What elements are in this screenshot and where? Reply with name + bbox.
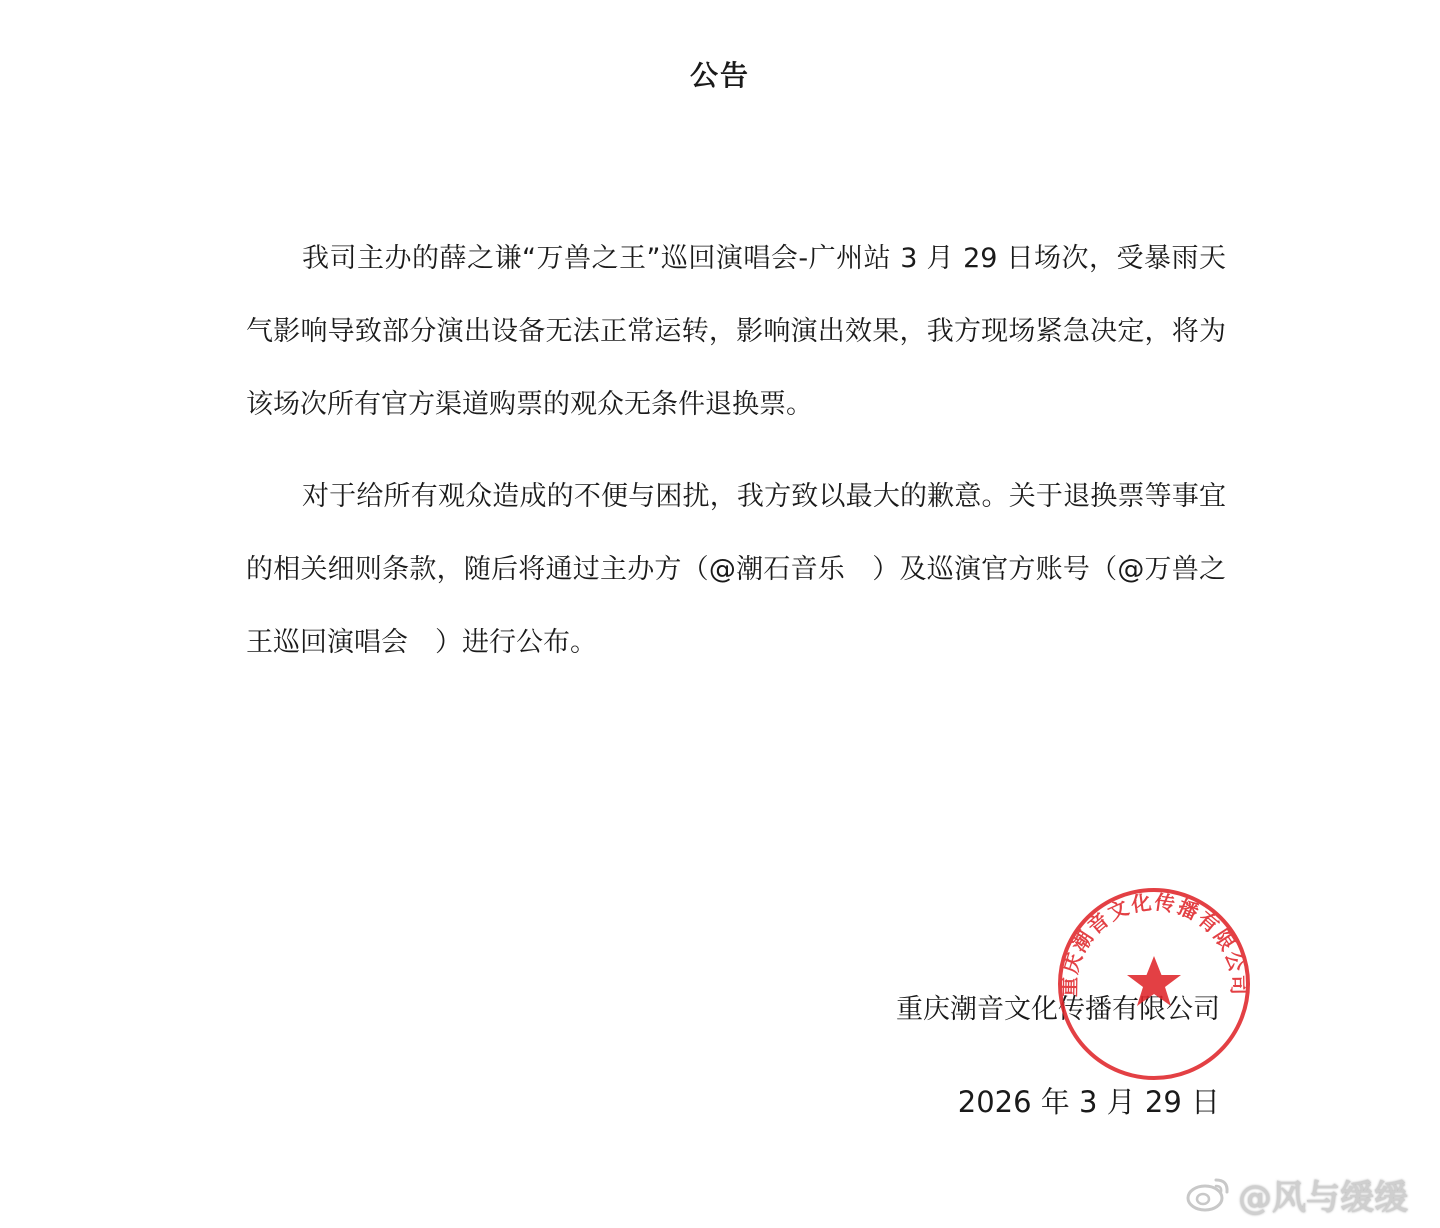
company-signature: 重庆潮音文化传播有限公司 xyxy=(896,994,1220,1025)
notice-paragraph-2: 对于给所有观众造成的不便与困扰，我方致以最大的歉意。关于退换票等事宜的相关细则条款，随后将通过主办方（@潮石音乐 ）及巡演官方账号（@万兽之王巡回演唱会 ）进行公布。 xyxy=(246,481,1226,658)
notice-title: 公告 xyxy=(689,59,750,92)
notice-paragraph-1: 我司主办的薛之谦“万兽之王”巡回演唱会-广州站 3 月 29 日场次，受暴雨天气影响导致部分演出设备无法正常运转，影响演出效果，我方现场紧急决定，将为该场次所有官方渠道购票的观众无条件退换票。 xyxy=(246,243,1226,420)
watermark-text: @风与缓缓 xyxy=(1238,1177,1408,1218)
seal-text: 重庆潮音文化传播有限公司 xyxy=(1056,889,1252,998)
company-seal-stamp xyxy=(1054,884,1254,1084)
weibo-watermark xyxy=(1186,1170,1408,1218)
weibo-icon xyxy=(1186,1174,1232,1214)
seal-star-icon xyxy=(1127,956,1181,1006)
notice-date: 2026 年 3 月 29 日 xyxy=(957,1085,1220,1119)
